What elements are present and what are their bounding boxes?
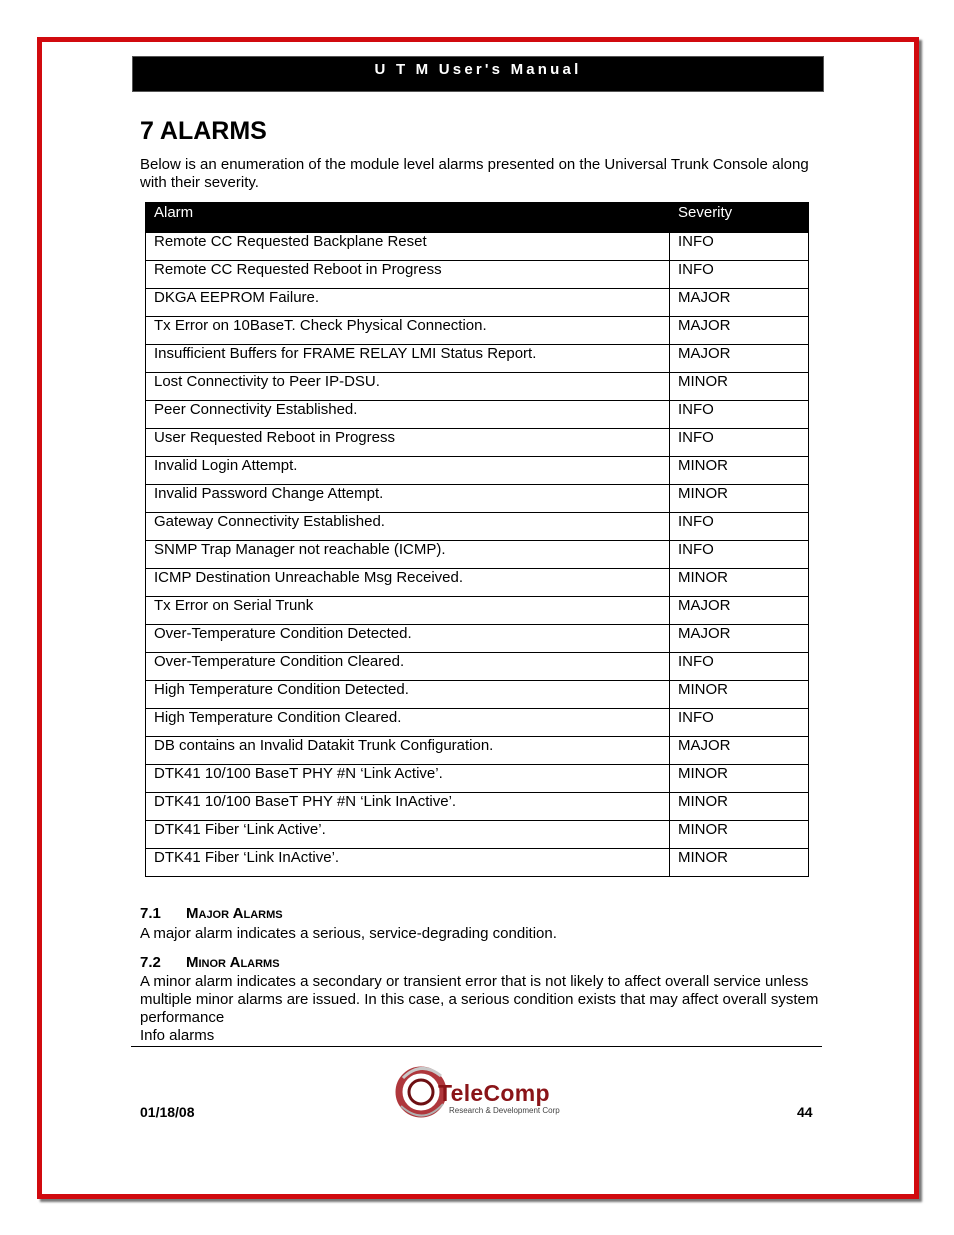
table-header-row	[146, 203, 809, 233]
severity-cell: MAJOR	[670, 317, 809, 345]
company-logo	[393, 1056, 593, 1128]
section-body-minor: A minor alarm indicates a secondary or transient error that is not likely to affect overall service unless multiple minor alarms are issued. In this case, a serious condition exists that may affect overall system performance	[140, 973, 819, 1026]
header-alarm: Alarm	[146, 203, 670, 233]
severity-cell: MAJOR	[670, 289, 809, 317]
alarm-cell: DKGA EEPROM Failure.	[146, 289, 670, 317]
alarm-cell: DTK41 Fiber ‘Link Active’.	[146, 821, 670, 849]
alarm-cell: High Temperature Condition Cleared.	[146, 709, 670, 737]
section-heading-minor	[140, 954, 280, 971]
severity-cell: MINOR	[670, 849, 809, 877]
alarm-cell: Invalid Password Change Attempt.	[146, 485, 670, 513]
alarm-cell: Over-Temperature Condition Cleared.	[146, 653, 670, 681]
alarm-cell: Remote CC Requested Backplane Reset	[146, 233, 670, 261]
intro-paragraph: Below is an enumeration of the module level alarms presented on the Universal Trunk Console along with their severity.	[140, 156, 809, 191]
section-title: Minor Alarms	[186, 954, 280, 971]
footer-date: 01/18/08	[140, 1104, 195, 1120]
alarm-cell: Tx Error on 10BaseT. Check Physical Connection.	[146, 317, 670, 345]
alarm-cell: SNMP Trap Manager not reachable (ICMP).	[146, 541, 670, 569]
severity-cell: INFO	[670, 541, 809, 569]
trailing-text: Info alarms	[140, 1027, 215, 1044]
severity-cell: INFO	[670, 429, 809, 457]
alarm-cell: DTK41 Fiber ‘Link InActive’.	[146, 849, 670, 877]
alarm-cell: Remote CC Requested Reboot in Progress	[146, 261, 670, 289]
header-severity: Severity	[670, 203, 809, 233]
section-body-major: A major alarm indicates a serious, service-degrading condition.	[140, 925, 557, 942]
severity-cell: MINOR	[670, 373, 809, 401]
logo-name: TeleComp	[438, 1080, 550, 1106]
table-row	[146, 821, 809, 849]
chapter-title: 7 ALARMS	[140, 117, 267, 145]
table-row	[146, 485, 809, 513]
severity-cell: MINOR	[670, 793, 809, 821]
severity-cell: MAJOR	[670, 737, 809, 765]
logo-subtitle: Research & Development Corp	[449, 1106, 560, 1115]
severity-cell: INFO	[670, 401, 809, 429]
footer-rule	[131, 1046, 822, 1047]
table-row	[146, 849, 809, 877]
manual-title: U T M User's Manual	[374, 61, 582, 78]
alarm-cell: High Temperature Condition Detected.	[146, 681, 670, 709]
alarm-table	[145, 202, 809, 877]
alarm-cell: DB contains an Invalid Datakit Trunk Configuration.	[146, 737, 670, 765]
table-row	[146, 233, 809, 261]
table-row	[146, 373, 809, 401]
severity-cell: INFO	[670, 709, 809, 737]
severity-cell: MINOR	[670, 681, 809, 709]
table-row	[146, 737, 809, 765]
section-number: 7.2	[140, 954, 161, 971]
table-row	[146, 289, 809, 317]
alarm-cell: DTK41 10/100 BaseT PHY #N ‘Link InActive’.	[146, 793, 670, 821]
alarm-cell: Insufficient Buffers for FRAME RELAY LMI Status Report.	[146, 345, 670, 373]
table-row	[146, 317, 809, 345]
table-row	[146, 793, 809, 821]
alarm-cell: Invalid Login Attempt.	[146, 457, 670, 485]
section-heading-major	[140, 905, 283, 922]
table-row	[146, 513, 809, 541]
severity-cell: MAJOR	[670, 625, 809, 653]
section-number: 7.1	[140, 905, 161, 922]
header-bar	[132, 56, 824, 92]
table-row	[146, 625, 809, 653]
table-row	[146, 429, 809, 457]
alarm-rows	[146, 233, 809, 877]
table-row	[146, 653, 809, 681]
alarm-cell: Gateway Connectivity Established.	[146, 513, 670, 541]
alarm-cell: DTK41 10/100 BaseT PHY #N ‘Link Active’.	[146, 765, 670, 793]
severity-cell: INFO	[670, 261, 809, 289]
severity-cell: MAJOR	[670, 597, 809, 625]
alarm-cell: Peer Connectivity Established.	[146, 401, 670, 429]
table-row	[146, 681, 809, 709]
table-row	[146, 401, 809, 429]
severity-cell: INFO	[670, 653, 809, 681]
table-row	[146, 597, 809, 625]
severity-cell: MAJOR	[670, 345, 809, 373]
alarm-cell: Over-Temperature Condition Detected.	[146, 625, 670, 653]
severity-cell: MINOR	[670, 569, 809, 597]
table-row	[146, 541, 809, 569]
severity-cell: MINOR	[670, 765, 809, 793]
table-row	[146, 261, 809, 289]
table-row	[146, 709, 809, 737]
severity-cell: INFO	[670, 233, 809, 261]
section-title: Major Alarms	[186, 905, 283, 922]
severity-cell: MINOR	[670, 457, 809, 485]
table-row	[146, 765, 809, 793]
severity-cell: INFO	[670, 513, 809, 541]
alarm-cell: User Requested Reboot in Progress	[146, 429, 670, 457]
severity-cell: MINOR	[670, 485, 809, 513]
alarm-cell: Lost Connectivity to Peer IP-DSU.	[146, 373, 670, 401]
table-row	[146, 457, 809, 485]
severity-cell: MINOR	[670, 821, 809, 849]
alarm-cell: Tx Error on Serial Trunk	[146, 597, 670, 625]
footer-page-number: 44	[797, 1104, 813, 1120]
alarm-cell: ICMP Destination Unreachable Msg Received.	[146, 569, 670, 597]
table-row	[146, 569, 809, 597]
table-row	[146, 345, 809, 373]
